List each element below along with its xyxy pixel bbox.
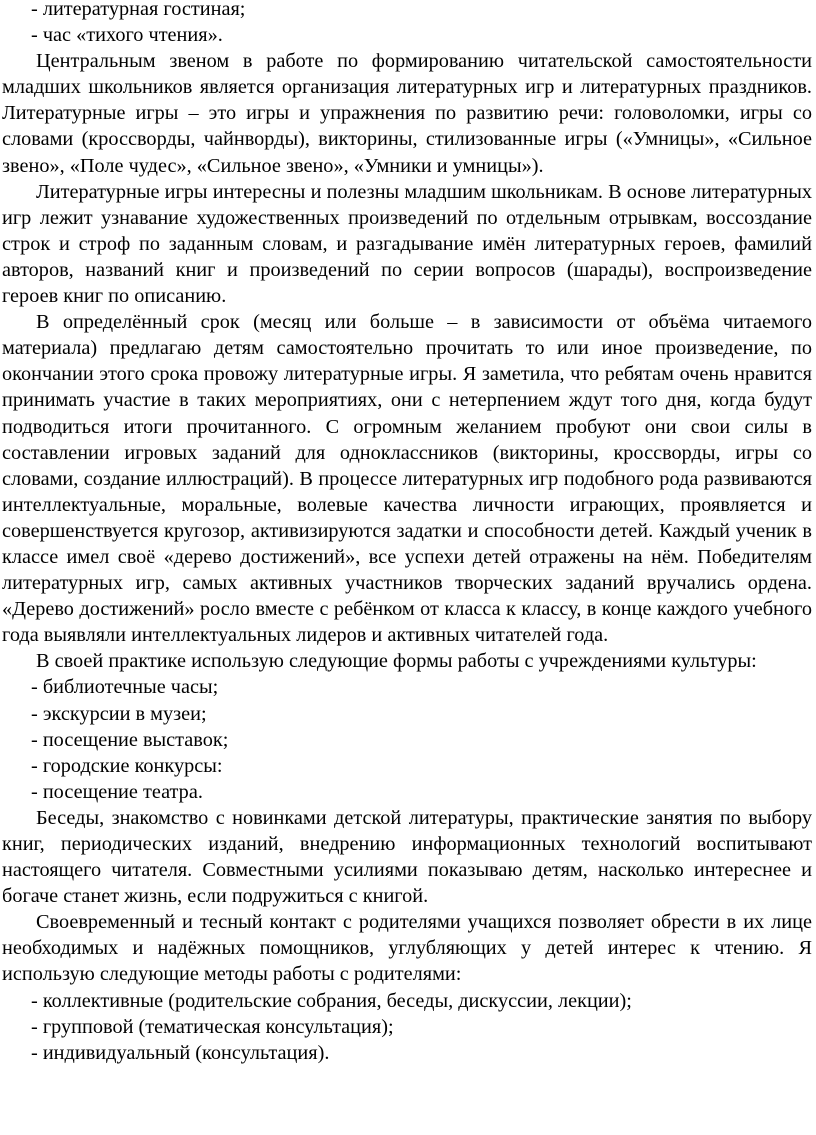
list-item: - групповой (тематическая консультация); [31, 1015, 394, 1038]
paragraph: Литературные игры интересны и полезны младшим школьникам. В основе литературных игр лежит узнавание художественных произведений по отдельным отрывкам, воссоздание строк и строф по заданным словам, и разгадывание имён литературных героев, фамилий авторов, названий книг и произведений по серии вопросов (шарады), воспроизведение героев книг по описанию. [2, 180, 812, 308]
paragraph: Центральным звеном в работе по формированию читательской самостоятельности младших школьников является организация литературных игр и литературных праздников. Литературные игры – это игры и упражнения по развитию речи: головоломки, игры со словами (кроссворды, чайнворды), викторины, стилизованные игры («Умницы», «Сильное звено», «Поле чудес», «Сильное звено», «Умники и умницы»). [2, 50, 812, 177]
paragraph: В определённый срок (месяц или больше – в зависимости от объёма читаемого материала) предлагаю детям самостоятельно прочитать то или иное произведение, по окончании этого срока провожу литературные игры. Я заметила, что ребятам очень нравится принимать участие в таких мероприятиях, они с нетерпением ждут того дня, когда будут подводиться итоги прочитанного. С огромным желанием пробуют они свои силы в составлении игровых заданий для одноклассников (викторины, кроссворды, игры со словами, создание иллюстраций). В процессе литературных игр подобного рода развиваются интеллектуальные, моральные, волевые качества личности играющих, проявляется и совершенствуется кругозор, активизируются задатки и способности детей. Каждый ученик в классе имел своё «дерево достижений», все успехи детей отражены на нём. Победителям литературных игр, самых активных участников творческих заданий вручались ордена. «Дерево достижений» росло вместе с ребёнком от класса к классу, в конце каждого учебного года выявляли интеллектуальных лидеров и активных читателей года. [2, 311, 812, 647]
list-item: - посещение театра. [31, 780, 203, 803]
list-item: - литературная гостиная; [31, 0, 246, 20]
list-item: - городские конкурсы: [31, 754, 223, 777]
paragraph: Своевременный и тесный контакт с родителями учащихся позволяет обрести в их лице необходимых и надёжных помощников, углубляющих у детей интерес к чтению. Я использую следующие методы работы с родителями: [2, 911, 812, 986]
list-item: - экскурсии в музеи; [31, 702, 207, 725]
list-item: - библиотечные часы; [31, 676, 219, 699]
list-item: - посещение выставок; [31, 728, 229, 751]
list-item: - коллективные (родительские собрания, беседы, дискуссии, лекции); [31, 989, 632, 1012]
list-item: - час «тихого чтения». [31, 24, 223, 47]
document-body [2, 0, 812, 1066]
paragraph: В своей практике использую следующие формы работы с учреждениями культуры: [36, 650, 757, 673]
list-item: - индивидуальный (консультация). [31, 1041, 330, 1064]
paragraph: Беседы, знакомство с новинками детской литературы, практические занятия по выбору книг, периодических изданий, внедрению информационных технологий воспитывают настоящего читателя. Совместными усилиями показываю детям, насколько интереснее и богаче станет жизнь, если подружиться с книгой. [2, 806, 812, 908]
